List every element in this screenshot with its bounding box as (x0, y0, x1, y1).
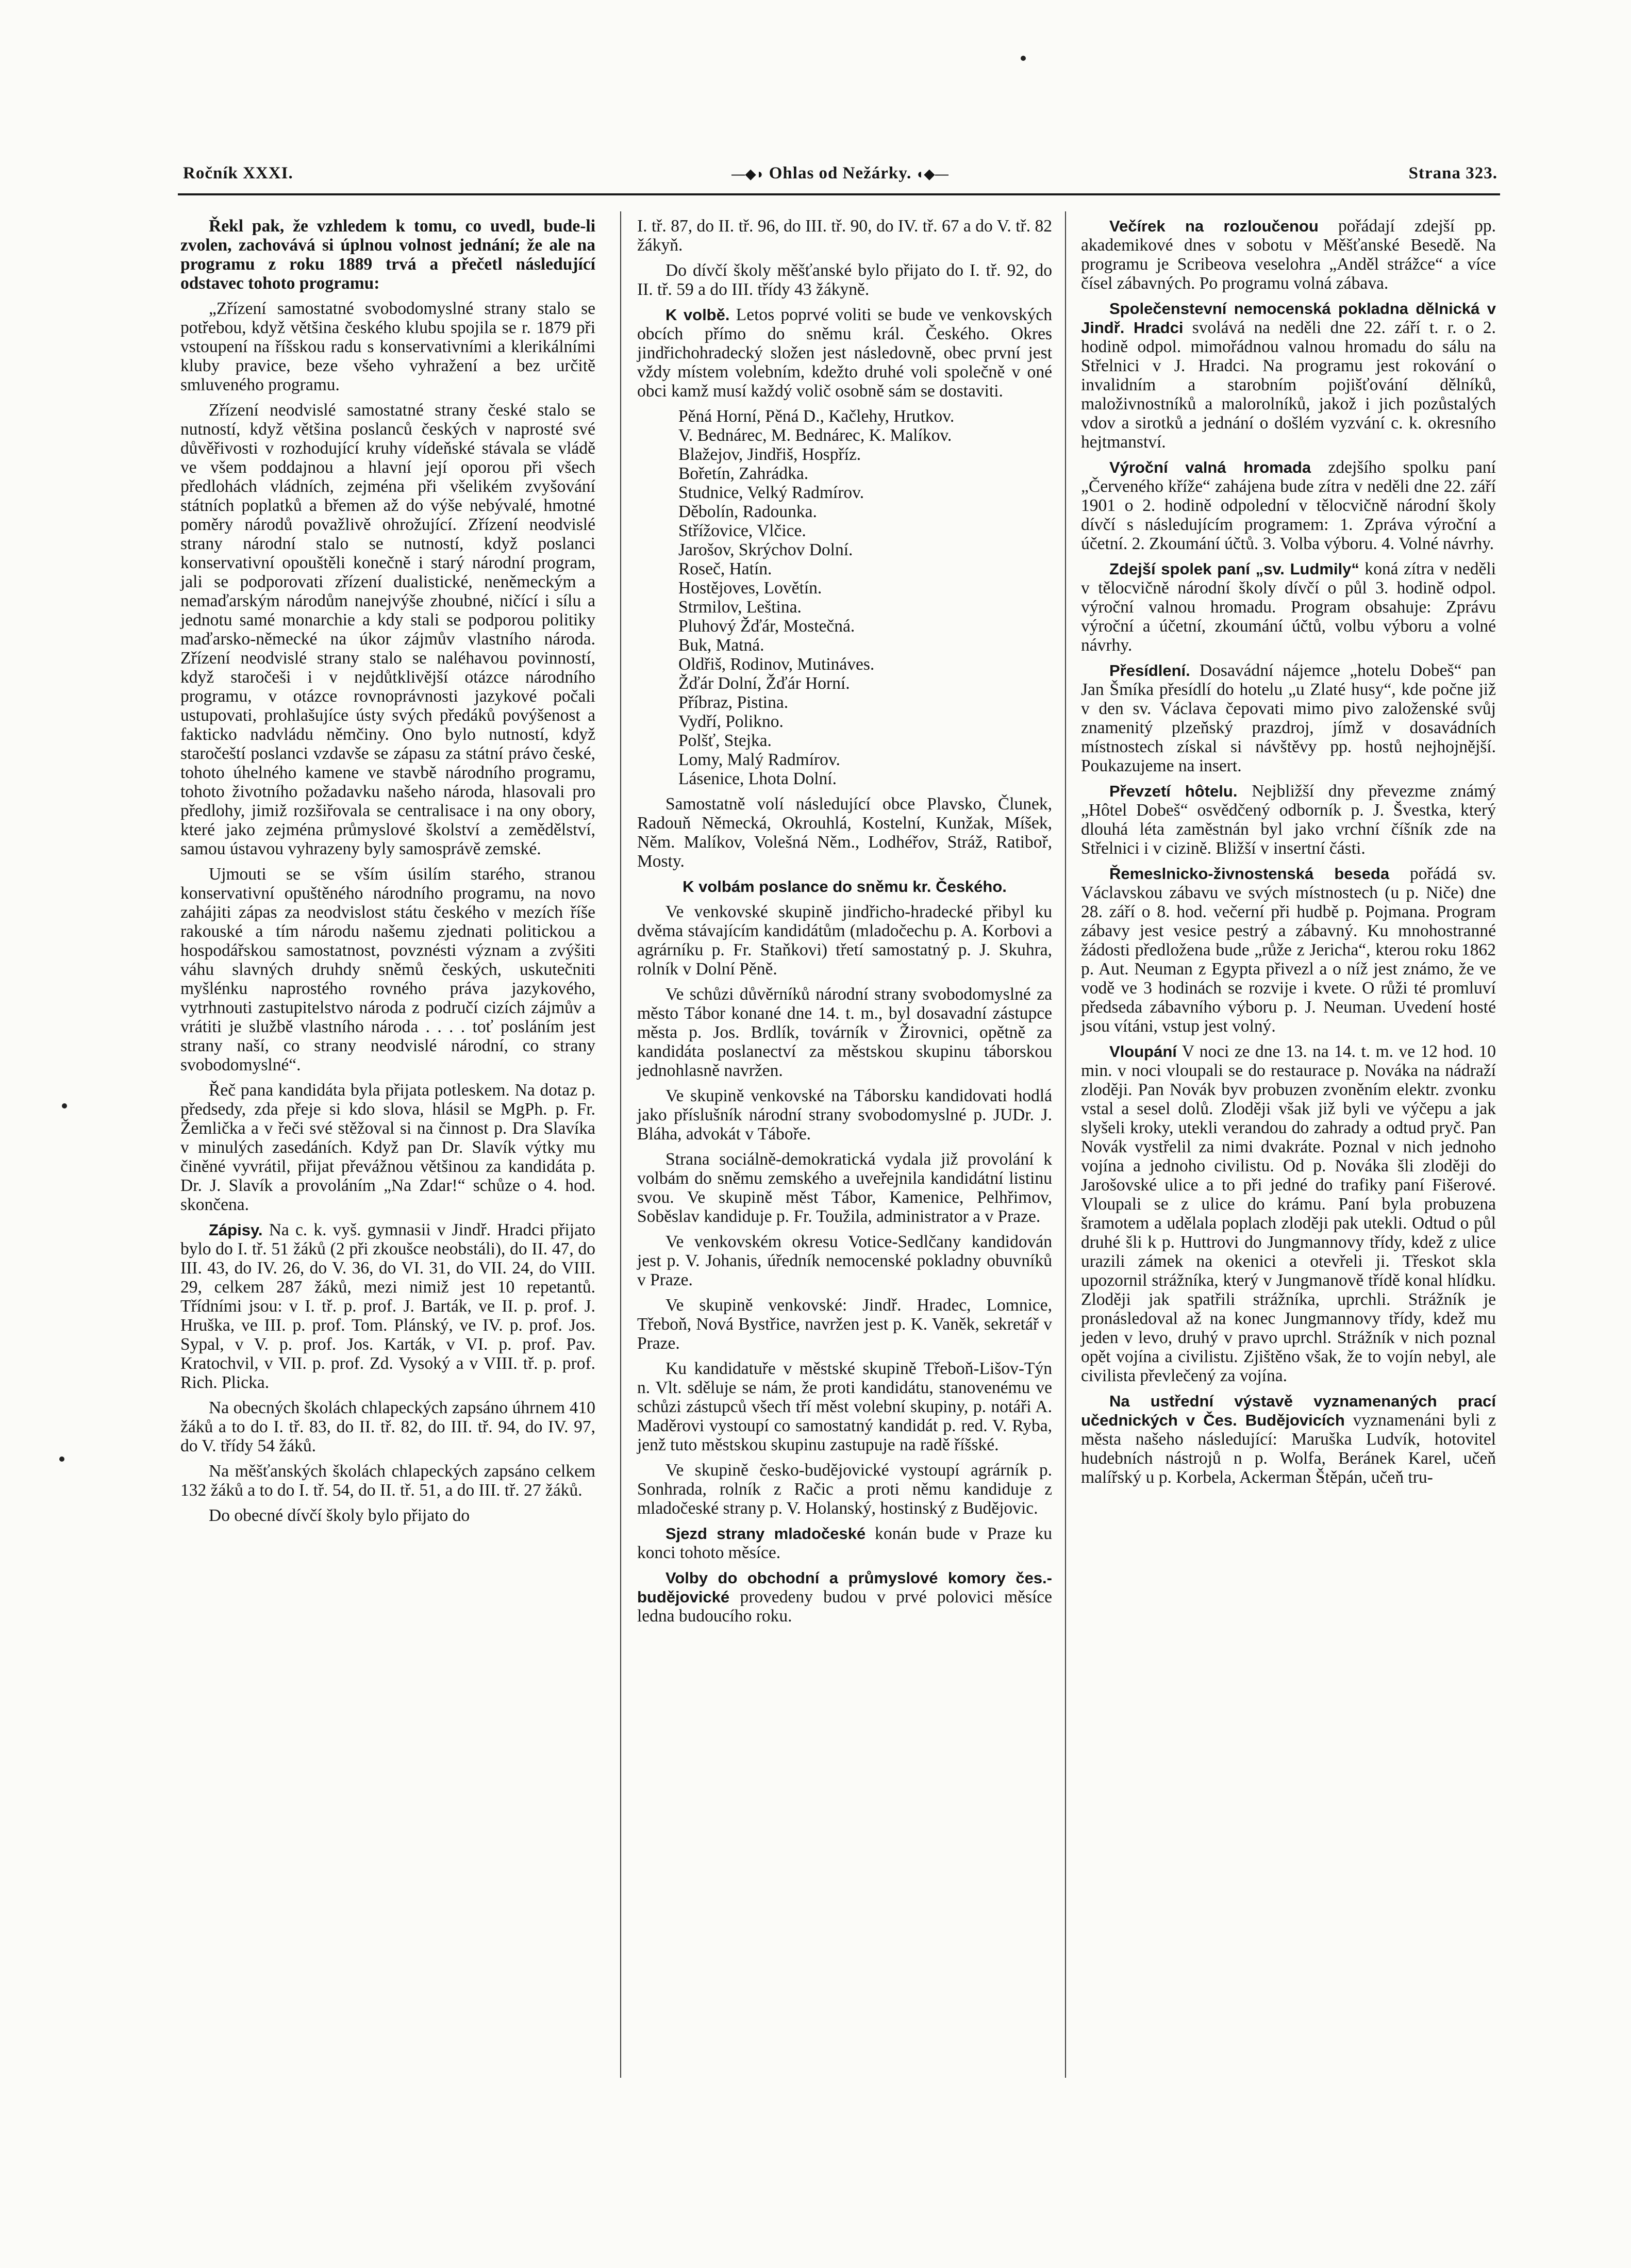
article-text: Letos poprvé voliti se bude ve venkovských obcích přímo do sněmu král. Českého. Okres jindřichohradecký složen jest následovně, obec první jest vždy místem volebním, kdežto druhé voli společně v oné obci kamž musí každý volič osobně sám se dostaviti. (637, 305, 1052, 401)
paragraph: Řekl pak, že vzhledem k tomu, co uvedl, bude-li zvolen, zachovává si úplnou volnost jednání; že ale na programu z roku 1889 trvá a přečetl následující odstavec tohoto programu: (180, 217, 595, 293)
list-item: Jarošov, Skrýchov Dolní. (678, 540, 853, 559)
list-item: Lásenice, Lhota Dolní. (678, 769, 837, 788)
page-number: Strana 323. (1408, 164, 1497, 183)
list-item: Polšť, Stejka. (678, 731, 772, 750)
column-3 (1081, 217, 1496, 1493)
article-title: Volby do obchodní a průmyslové komory čes.-budějovické (637, 1569, 1052, 1606)
list-item: Oldřiš, Rodinov, Mutináves. (678, 655, 875, 674)
header-rule (178, 193, 1500, 195)
article (637, 1524, 1052, 1562)
paragraph: Na obecných školách chlapeckých zapsáno úhrnem 410 žáků a to do I. tř. 83, do II. tř. 82, do III. tř. 94, do IV. 97, do V. třídy 54 žáků. (180, 1398, 595, 1455)
paragraph: Ve venkovské skupině jindřicho-hradecké přibyl ku dvěma stávajícím kandidátům (mladočechu p. A. Korbovi a agrárníku p. Fr. Staňkovi) třetí samostatný p. J. Skuhra, rolník v Dolní Pěně. (637, 902, 1052, 979)
article-text: pořádají zdejší pp. akademikové dnes v sobotu v Měšťanské Besedě. Na programu je Scribeova veselohra „Anděl strážce“ a více čísel zábavných. Po programu volná zábava. (1081, 217, 1496, 293)
list-item: Blažejov, Jindřiš, Hospříz. (678, 445, 861, 464)
list-item: Pěná Horní, Pěná D., Kačlehy, Hrutkov. (678, 407, 955, 426)
paragraph: Ve skupině venkovské na Táborsku kandidovati hodlá jako příslušník národní strany svobodomyslné p. JUDr. J. Bláha, advokát v Táboře. (637, 1086, 1052, 1144)
column-divider (1065, 211, 1066, 2078)
article (1081, 661, 1496, 775)
list-item: V. Bednárec, M. Bednárec, K. Malíkov. (678, 426, 952, 445)
article-title: Zápisy. (209, 1221, 263, 1239)
article-title: Společenstevní nemocenská pokladna dělnická v Jindř. Hradci (1081, 300, 1496, 337)
paragraph: „Zřízení samostatné svobodomyslné strany stalo se potřebou, když většina českého klubu spojila se r. 1879 při vstoupení na říšskou radu s konservativními a klerikálními kluby pravice, beze všeho vyhražení a bez určitě smluveného programu. (180, 299, 595, 394)
column-1 (180, 217, 595, 1531)
article (1081, 217, 1496, 293)
page-header (183, 164, 1497, 191)
article (1081, 559, 1496, 655)
article-text: zdejšího spolku paní „Červeného kříže“ zahájena bude zítra v neděli dne 22. září 1901 o 2. hodině odpolední v tělocvičně národní školy dívčí s následujícím programem: 1. Zpráva výroční a účetní. 2. Zkoumání účtů. 3. Volba výboru. 4. Volné návrhy. (1081, 458, 1496, 553)
paragraph: Zřízení neodvislé samostatné strany české stalo se nutností, když většina poslanců českých v naprosté své důvěřivosti v rozhodující kruhy vídeňské stávala se vládě ve všem poddajnou a hlavní její oporou při všech předlohách vládních, zejména při všelikém zvyšování státních poplatků a břemen až do výše nebývalé, hmotné poměry národů považlivě ohrožující. Zřízení neodvislé strany národní stalo se nutností, když poslanci konservativní opouštěli konečně i starý národní program, jali se podporovati zřízení dualistické, neněmeckým a nemaďarským národům nanejvýše zhoubné, ničící i sílu a jednotu samé monarchie a kdy stali se podporou politiky maďarsko-německé na úkor zájmův vlastního národa. Zřízení neodvislé strany stalo se naléhavou povinností, když staročeši i v nejdůtklivější otázce národního programu, v otázce rovnoprávnosti jazykové počali ustupovati, prohlašujíce ústy svých předáků povýšenost a fakticko nadvládu němčiny. Ono bylo nutností, když staročeští poslanci vzdavše se zápasu za státní právo české, tohoto úhelného kamene ve stavbě národního programu, tohoto životního požadavku našeho národa, hlasovali pro předlohy, jimiž rozšiřovala se centralisace i na ony obory, které jako zejména průmyslové školství a zemědělství, samou ústavou vyhrazeny byly samosprávě zemské. (180, 401, 595, 858)
paragraph: Ku kandidatuře v městské skupině Třeboň-Lišov-Týn n. Vlt. sděluje se nám, že proti kandidátu, stanovenému ve schůzi zástupců všech tří měst volební skupiny, p. notáři A. Maděrovi vystoupí co samostatný kandidát p. red. V. Ryba, jenž tuto městskou skupinu zastupuje na radě říšské. (637, 1359, 1052, 1454)
paragraph: Ve venkovském okresu Votice-Sedlčany kandidován jest p. V. Johanis, úředník nemocenské pokladny obuvníků v Praze. (637, 1232, 1052, 1289)
district-list (637, 407, 1052, 788)
article-title: Řemeslnicko-živnostenská beseda (1109, 865, 1390, 883)
article-text: Dosavádní nájemce „hotelu Dobeš“ pan Jan Šmíka přesídlí do hotelu „u Zlaté husy“, kde počne již v den sv. Václava čepovati mimo pivo založenské svůj znamenitý plzeňský prazdroj, jímž v dosavádních místnostech získal si návštěvy pp. hostů nejhojnější. Poukazujeme na insert. (1081, 661, 1496, 775)
article-title: Přesídlení. (1109, 661, 1190, 680)
list-item: Buk, Matná. (678, 636, 764, 655)
article (1081, 782, 1496, 858)
paragraph: Strana sociálně-demokratická vydala již provolání k volbám do sněmu zemského a uveřejnila kandidátní listinu svou. Ve skupině měst Tábor, Kamenice, Pelhřimov, Soběslav kandiduje p. Fr. Toužila, administrator a v Praze. (637, 1150, 1052, 1226)
article (1081, 458, 1496, 553)
article (1081, 1392, 1496, 1487)
ornament-icon: ◖◆— (916, 167, 949, 181)
ink-dot (62, 1103, 67, 1108)
list-item: Příbraz, Pistina. (678, 693, 789, 712)
article-title: Večírek na rozloučenou (1109, 217, 1319, 235)
list-item: Hostějoves, Lovětín. (678, 578, 822, 598)
article-text: pořádá sv. Václavskou zábavu ve svých místnostech (u p. Niče) dne 28. září o 8. hod. večerní při hudbě p. Pojmana. Program zábavy jest vesice pestrý a zábavný. Ku mnohostranné žádosti předložena bude „růže z Jericha“, kterou roku 1862 p. Aut. Neuman z Egypta přivezl a o níž jest známo, že ve vodě ve 3 hodinách se rozvije i kvete. O růži té promluví předseda zábavního výboru p. J. Neuman. Uvedení hosté jsou vítáni, vstup jest volný. (1081, 864, 1496, 1036)
newspaper-title-text: Ohlas od Nežárky. (769, 164, 912, 183)
newspaper-title (183, 164, 1497, 183)
list-item: Žďár Dolní, Žďár Horní. (678, 674, 850, 693)
article-title: Sjezd strany mladočeské (665, 1525, 866, 1543)
article-text: vyznamenáni byli z města našeho následující: Maruška Ludvík, hotovitel hudebních nástrojů n p. Wolfa, Beránek Karel, učeň malířský u p. Korbela, Ackerman Štěpán, učeň tru- (1081, 1411, 1496, 1487)
volume-label: Ročník XXXI. (183, 164, 293, 183)
column-divider (620, 211, 621, 2078)
ink-dot (1021, 56, 1026, 61)
list-item: Lomy, Malý Radmírov. (678, 750, 840, 769)
article-text: Na c. k. vyš. gymnasii v Jindř. Hradci přijato bylo do I. tř. 51 žáků (2 při zkoušce neobstáli), do II. 47, do III. 43, do IV. 26, do V. 36, do VI. 31, do VII. 24, do VIII. 29, celkem 287 žáků, mezi nimiž jest 10 repetantů. Třídními jsou: v I. tř. p. prof. J. Barták, ve II. p. prof. J. Hruška, ve III. p. prof. Tom. Plánský, ve IV. p. prof. Jos. Sypal, v V. p. prof. Jos. Karták, v VI. p. prof. Pav. Kratochvil, v VII. p. prof. Zd. Vysoký a v VIII. tř. p. prof. Rich. Plicka. (180, 1220, 595, 1392)
article-text: V noci ze dne 13. na 14. t. m. ve 12 hod. 10 min. v noci vloupali se do restaurace p. Nováka na nádraží zloději. Pan Novák byv probuzen zvoněním elektr. zvonku vstal a sesel dolů. Zloději však již byli ve výčepu a jak slyšeli kroky, utekli verandou do zahrady a odtud pryč. Pan Novák vystřelil za nimi dvakráte. Poznal v nich jednoho vojína a jednoho civilistu. Od p. Nováka šli zloději do Jarošovské ulice a to při jedné do trafiky paní Fišerové. Vloupali se z ulice do krámu. Paní byla probuzena šramotem a udělala poplach zloději pak utekli. Odtud o půl druhé šli k p. Huttrovi do Jungmannovy třídy, kdež z ulice urazili zámek na okenici a otevřeli ji. Třeskot skla upozornil strážníka, který v Jungmanově třídě konal hlídku. Zloději jak spatřili strážníka, uprchli. Strážník je pronásledoval až na konec Jungmannovy třídy, kdež mu jeden v levo, druhý v pravo uprchl. Strážník v nich poznal opět vojína a civilistu. Zjištěno však, že to vojín nebyl, ale civilista převlečený za vojína. (1081, 1042, 1496, 1385)
paragraph: Samostatně volí následující obce Plavsko, Člunek, Radouň Německá, Okrouhlá, Kostelní, Kunžak, Míšek, Něm. Malíkov, Volešná Něm., Lodhéřov, Stráž, Ratiboř, Mosty. (637, 794, 1052, 871)
article-text: Nejbližší dny převezme známý „Hôtel Dobeš“ osvědčený odborník p. J. Švestka, který dlouhá léta zaměstnán byl jako vrchní číšník zde na Střelnici i v cizině. Bližší v insertní části. (1081, 782, 1496, 858)
ink-dot (59, 1456, 64, 1462)
article-text: koná zítra v neděli v tělocvičně národní školy dívčí o půl 3. hodině odpol. výroční valnou hromadu. Program obsahuje: Zprávu výroční a účetní, zkoumání účtů, volbu výboru a volné návrhy. (1081, 559, 1496, 655)
list-item: Vydří, Polikno. (678, 712, 784, 731)
section-heading: K volbám poslance do sněmu kr. Českého. (683, 878, 1007, 896)
article-text: provedeny budou v prvé polovici měsíce ledna budoucího roku. (637, 1587, 1052, 1626)
article-title: Vloupání (1109, 1042, 1177, 1061)
article-text: konán bude v Praze ku konci tohoto měsíce. (637, 1524, 1052, 1562)
list-item: Střížovice, Vlčice. (678, 521, 806, 540)
article-text: svolává na neděli dne 22. září t. r. o 2. hodině odpol. mimořádnou valnou hromadu do sálu na Střelnici v J. Hradci. Na programu jest rokování o invalidním a starobním pojišťování dělníků, maloživnostníků a malorolníků, jakož i jich pozůstalých vdov a sirotků a jednání o došlém vyzvání c. k. okresního hejtmanství. (1081, 318, 1496, 452)
article (1081, 299, 1496, 452)
list-item: Děbolín, Radounka. (678, 502, 817, 521)
list-item: Strmilov, Leština. (678, 598, 802, 617)
paragraph: I. tř. 87, do II. tř. 96, do III. tř. 90, do IV. tř. 67 a do V. tř. 82 žákyň. (637, 217, 1052, 255)
article-title: Zdejší spolek paní „sv. Ludmily“ (1109, 560, 1359, 578)
list-item: Pluhový Žďár, Mostečná. (678, 617, 855, 636)
article (637, 1568, 1052, 1626)
list-item: Roseč, Hatín. (678, 559, 772, 578)
paragraph: Do dívčí školy měšťanské bylo přijato do I. tř. 92, do II. tř. 59 a do III. třídy 43 žákyně. (637, 261, 1052, 299)
paragraph: Ve skupině česko-budějovické vystoupí agrárník p. Sonhrada, rolník z Račic a proti němu kandiduje z mladočeské strany p. V. Holanský, hostinský z Budějovic. (637, 1461, 1052, 1518)
article (1081, 1042, 1496, 1385)
article-title: Výroční valná hromada (1109, 458, 1311, 476)
list-item: Bořetín, Zahrádka. (678, 464, 809, 483)
article-title: K volbě. (665, 306, 730, 324)
ornament-icon: —◆◗ (731, 167, 765, 181)
article-title: Převzetí hôtelu. (1109, 782, 1238, 800)
article-title: Na ustřední výstavě vyznamenaných prací učednických v Čes. Budějovicích (1081, 1392, 1496, 1429)
paragraph: Na měšťanských školách chlapeckých zapsáno celkem 132 žáků a to do I. tř. 54, do II. tř. 51, a do III. tř. 27 žáků. (180, 1462, 595, 1500)
list-item: Studnice, Velký Radmírov. (678, 483, 864, 502)
paragraph: Ve schůzi důvěrníků národní strany svobodomyslné za město Tábor konané dne 14. t. m., byl dosavadní zástupce města p. Jos. Brdlík, továrník v Žirovnici, opětně za kandidáta poslanectví za městskou skupinu táborskou jednohlasně navržen. (637, 985, 1052, 1080)
column-2 (637, 217, 1052, 1632)
article (180, 1220, 595, 1392)
article (637, 305, 1052, 401)
article (1081, 864, 1496, 1036)
paragraph: Do obecné dívčí školy bylo přijato do (209, 1506, 470, 1525)
paragraph: Ve skupině venkovské: Jindř. Hradec, Lomnice, Třeboň, Nová Bystřice, navržen jest p. K. Vaněk, sekretář v Praze. (637, 1296, 1052, 1353)
paragraph: Řeč pana kandidáta byla přijata potleskem. Na dotaz p. předsedy, zda přeje si kdo slova, hlásil se MgPh. p. Fr. Žemlička a v řeči své stěžoval si na činnost p. Dra Slavíka v minulých zasedáních. Když pan Dr. Slavík výtky mu činěné vyvrátil, přijat převážnou většinou za kandidáta p. Dr. J. Slavík a provoláním „Na Zdar!“ schůze o 4. hod. skončena. (180, 1081, 595, 1214)
paragraph: Ujmouti se se vším úsilím starého, stranou konservativní opuštěného národního programu, na novo zahájiti zápas za neodvislost státu českého v mezích říše rakouské a tím národu našemu zjednati politickou a hospodářskou samostatnost, povznésti význam a zvýšiti váhu slavných druhdy sněmů českých, uskutečniti myšlénku naprostého rovného práva jazykového, vytrhnouti zastupitelstvo národa z područí cizích zájmův a vrátiti je službě vlastního národa . . . . toť posláním jest strany naší, co strany neodvislé národní, co strany svobodomyslné“. (180, 865, 595, 1074)
